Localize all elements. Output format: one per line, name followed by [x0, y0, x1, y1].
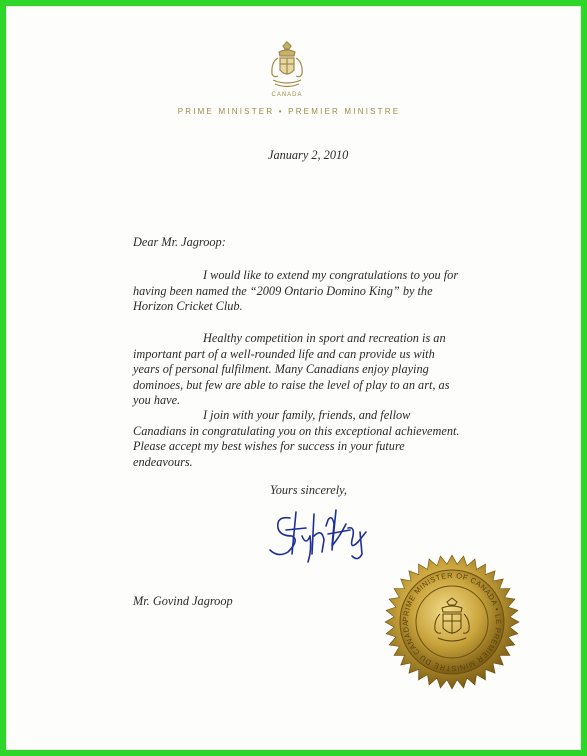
gold-seal-icon: [384, 554, 520, 690]
letter-paragraph-2: Healthy competition in sport and recreation is an important part of a well-rounded life and can provide us with years of personal fulfilment. Many Canadians enjoy playing dominoes, but few are able to raise the level of play to an art, as you have.: [133, 331, 450, 408]
signature-icon: [262, 506, 380, 566]
letter-paragraph-3: I join with your family, friends, and fellow Canadians in congratulating you on this exceptional achievement. Please accept my best wishes for success in your future endeavours.: [133, 408, 460, 469]
letter-date: January 2, 2010: [268, 148, 349, 162]
letterhead-office-title: PRIME MINISTER • PREMIER MINISTRE: [177, 107, 401, 116]
letter-paragraph-1: I would like to extend my congratulations to you for having been named the “2009 Ontario Domino King” by the Horizon Cricket Club.: [133, 268, 459, 314]
seal-text: PRIME MINISTER OF CANADA • LE PREMIER MINISTRE DU CANADA: [400, 570, 504, 674]
letterhead-country: CANADA: [271, 92, 303, 98]
coat-of-arms-icon: [265, 40, 309, 90]
letter-recipient: Mr. Govind Jagroop: [133, 594, 233, 608]
letter-salutation: Dear Mr. Jagroop:: [133, 235, 226, 249]
letter-closing: Yours sincerely,: [270, 483, 347, 497]
